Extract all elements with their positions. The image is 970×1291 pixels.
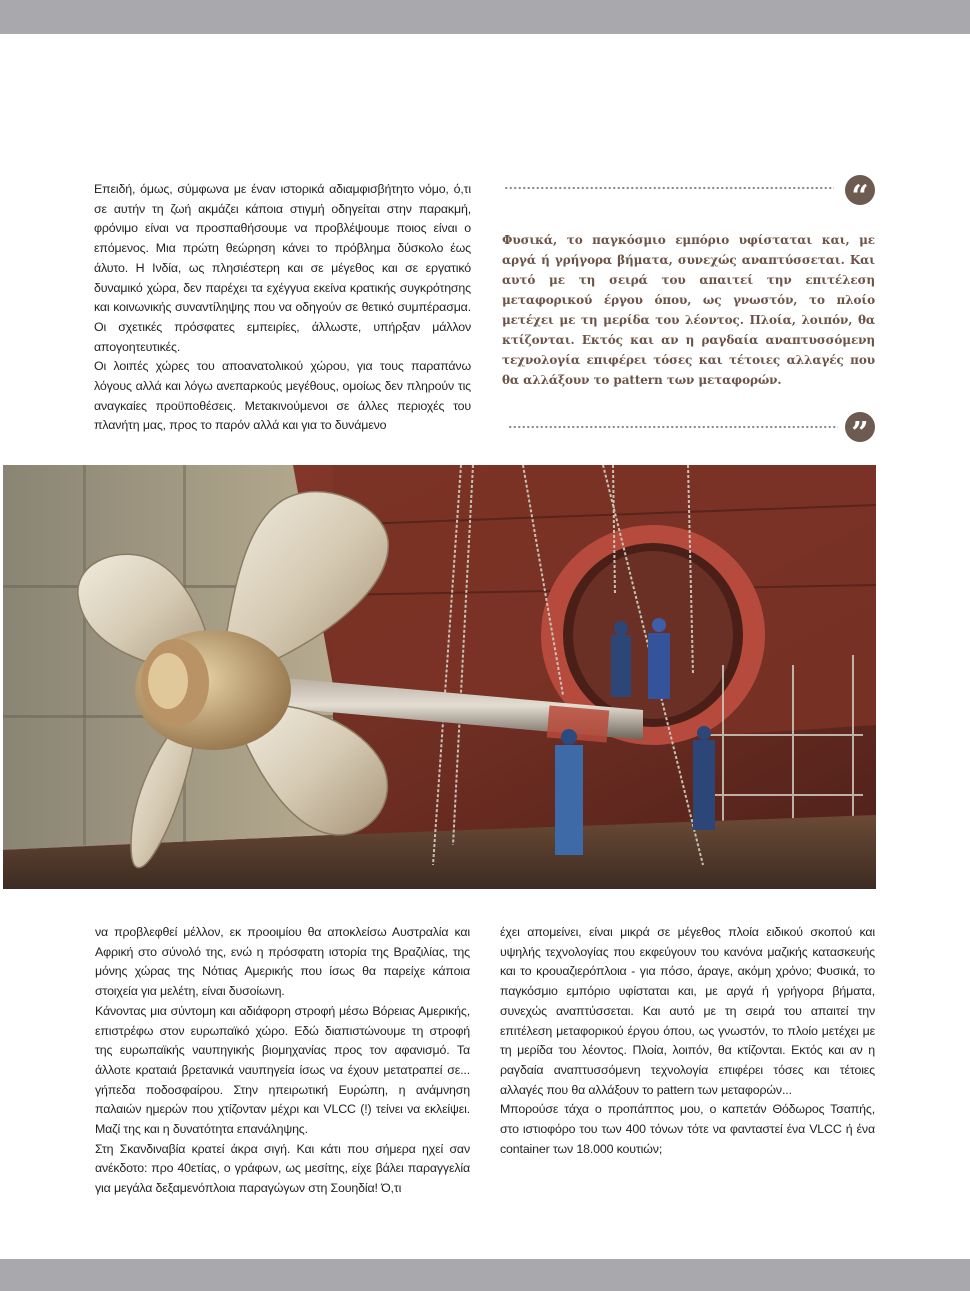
open-quote-icon: “ — [845, 175, 875, 205]
paragraph: Μπορούσε τάχα ο προπάππος μου, ο καπετάν Θόδωρος Τσαπής, στο ιστιοφόρο του των 400 τόνων τότε να φανταστεί ένα VLCC ή ένα container των 18.000 κουτιών; — [500, 1102, 875, 1156]
article-column-bottom-right — [500, 923, 875, 1159]
pull-quote-top-dotted-rule — [504, 185, 834, 191]
paragraph: Επειδή, όμως, σύμφωνα με έναν ιστορικά αδιαμφισβήτητο νόμο, ό,τι σε αυτήν τη ζωή ακμάζει κάποια στιγμή οδηγείται στην παρακμή, φρόνιμο είναι να προσπαθήσουμε να προβλέψουμε ποιος είναι ο επόμενος. Μια πρώτη θεώρηση κάνει το πρόβλημα δύσκολο έως άλυτο. Η Ινδία, ως πλησιέστερη και σε μέγεθος και σε εργατικό δυναμικό χώρα, δεν παρέχει τα εχέγγυα εκείνα κρατικής συγκρότησης και κοινωνικής συναντίληψης που να οδηγούν σε θετικό συμπέρασμα. Οι σχετικές πρόσφατες εμπειρίες, άλλωστε, υπήρξαν μάλλον απογοητευτικές. — [94, 182, 471, 354]
article-column-top-left — [94, 180, 471, 436]
paragraph: να προβλεφθεί μέλλον, εκ προοιμίου θα αποκλείσω Αυστραλία και Αφρική στο σύνολό της, ενώ η πρόσφατη ιστορία της Βραζιλίας, της μόνης χώρας της Νότιας Αμερικής που ίσως θα παρείχε κάποια στοιχεία για μελέτη, είναι δυσοίωνη. — [95, 925, 470, 999]
close-quote-icon: ” — [845, 412, 875, 442]
paragraph: Κάνοντας μια σύντομη και αδιάφορη στροφή μέσω Βόρειας Αμερικής, επιστρέφω στον ευρωπαϊκό χώρο. Εδώ διαπιστώνουμε τη στροφή της ευρωπαϊκής ναυπηγικής βιομηχανίας προς τον αφανισμό. Τα άλλοτε κραταιά βρετανικά ναυπηγεία ίσως να έχουν μετατραπεί σε... γήπεδα ποδοσφαίρου. Στην ηπειρωτική Ευρώπη, η ανάμνηση παλαιών ημερών που χτίζονταν μέχρι και VLCC (!) τείνει να εκλείψει. Μαζί της και η δυνατότητα επανάληψης. — [95, 1003, 470, 1137]
propeller-illustration — [3, 465, 876, 889]
bottom-page-band — [0, 1259, 970, 1291]
paragraph: Στη Σκανδιναβία κρατεί άκρα σιγή. Και κάτι που σήμερα ηχεί σαν ανέκδοτο: προ 40ετίας, ο γράφων, ως μεσίτης, είχε βάλει παραγγελία για μεγάλα δεξαμενόπλοια παραγώγων στη Σουηδία! Ό,τι — [95, 1141, 470, 1196]
propeller-drydock-photo — [3, 465, 876, 889]
paragraph: Οι λοιπές χώρες του αποανατολικού χώρου, για τους παραπάνω λόγους αλλά και λόγω ανεπαρκούς μεγέθους, ομοίως δεν πληρούν τις αναγκαίες προϋποθέσεις. Μετακινούμενοι σε άλλες περιοχές του πλανήτη μας, προς το παρόν αλλά και για το δυνάμενο — [94, 359, 471, 433]
paragraph: έχει απομείνει, είναι μικρά σε μέγεθος πλοία ειδικού σκοπού και υψηλής τεχνολογίας που εκφεύγουν του κανόνα μαζικής κατασκευής και το κρουαζιερόπλοια - για πόσο, άραγε, ακόμη χρόνο; Φυσικά, το παγκόσμιο εμπόριο υφίσταται και, με αργά ή γρήγορα βήματα, συνεχώς αναπτύσσεται. Και αυτό με τη σειρά του απαιτεί την επιτέλεση μεταφορικού έργου όπου, ως γνωστόν, το πλοίο μετέχει με τη μερίδα του λέοντος. Πλοία, λοιπόν, θα κτίζονται. Εκτός και αν η ραγδαία αναπτυσσόμενη τεχνολογία επιφέρει τόσες και τέτοιες αλλαγές που θα αλλάξουν το pattern των μεταφορών... — [500, 925, 875, 1097]
pull-quote-text: Φυσικά, το παγκόσμιο εμπόριο υφίσταται και, με αργά ή γρήγορα βήματα, συνεχώς αναπτύσσεται. Και αυτό με τη σειρά του απαιτεί την επιτέλεση μεταφορικού έργου όπου, ως γνωστόν, το πλοίο μετέχει με τη μερίδα του λέοντος. Πλοία, λοιπόν, θα κτίζονται. Εκτός και αν η ραγδαία αναπτυσσόμενη τεχνολογία επιφέρει τόσες και τέτοιες αλλαγές που θα αλλάξουν το pattern των μεταφορών. — [502, 233, 875, 387]
article-column-bottom-left — [95, 923, 470, 1199]
top-page-band — [0, 0, 970, 34]
pull-quote-bottom-dotted-rule — [508, 424, 838, 430]
